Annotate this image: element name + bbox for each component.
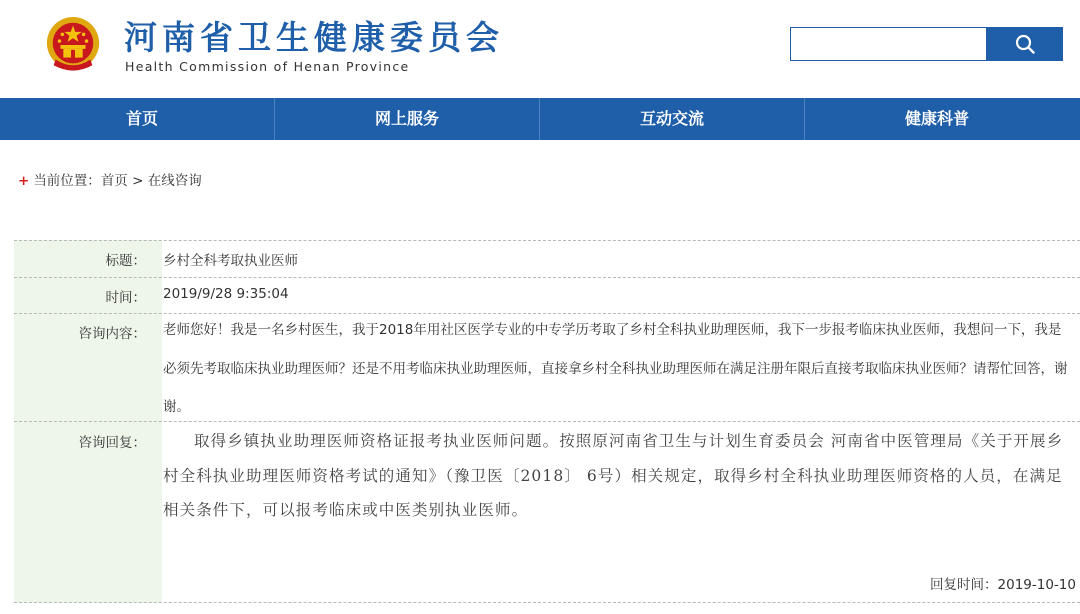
search-button[interactable] — [987, 27, 1063, 61]
search-icon — [1014, 33, 1036, 55]
consult-title: 乡村全科考取执业医师 — [163, 253, 298, 269]
national-emblem-icon — [44, 15, 102, 75]
breadcrumb-home-link[interactable]: 首页 — [100, 173, 128, 189]
row-divider — [14, 421, 1080, 422]
reply-time-value: 2019-10-10 — [997, 577, 1076, 593]
consult-content: 老师您好！我是一名乡村医生，我于2018年用社区医学专业的中专学历考取了乡村全科执业助理医师，我下一步报考临床执业医师，我想问一下，我是必须先考取临床执业助理医师？还是不用考临床执业助理医师，直接拿乡村全科执业助理医师在满足注册年限后直接考取临床执业医师？请帮忙回答，谢谢。 — [163, 322, 1068, 415]
content-label: 咨询内容： — [78, 326, 146, 342]
site-title: 河南省卫生健康委员会 — [124, 18, 504, 57]
consult-time: 2019/9/28 9:35:04 — [163, 286, 289, 302]
row-divider — [14, 602, 1080, 603]
site-subtitle: Health Commission of Henan Province — [125, 59, 410, 74]
title-label: 标题： — [105, 253, 146, 269]
reply-time-label: 回复时间： — [930, 577, 998, 593]
row-divider — [14, 277, 1080, 278]
row-divider — [14, 240, 1080, 241]
main-nav — [0, 98, 1080, 140]
breadcrumb — [18, 169, 202, 189]
site-header — [0, 0, 1080, 98]
nav-item-home[interactable]: 首页 — [125, 109, 158, 128]
nav-item-interaction[interactable]: 互动交流 — [639, 109, 704, 128]
breadcrumb-separator: > — [132, 173, 144, 189]
breadcrumb-current: 在线咨询 — [147, 173, 202, 189]
reply-time — [930, 573, 1076, 593]
time-label: 时间： — [105, 290, 146, 306]
breadcrumb-prefix: 当前位置： — [33, 173, 101, 189]
nav-item-health-science[interactable]: 健康科普 — [904, 109, 969, 128]
breadcrumb-plus-icon: + — [18, 173, 30, 189]
reply-label: 咨询回复： — [78, 435, 146, 451]
consult-reply: 取得乡镇执业助理医师资格证报考执业医师问题。按照原河南省卫生与计划生育委员会 河南省中医管理局《关于开展乡村全科执业助理医师资格考试的通知》（豫卫医〔2018〕 6号）相关规定，取得乡村全科执业助理医师资格的人员，在满足相关条件下，可以报考临床或中医类别执业医师。 — [163, 432, 1064, 519]
nav-item-online-services[interactable]: 网上服务 — [374, 109, 439, 128]
search-input[interactable] — [790, 27, 987, 61]
